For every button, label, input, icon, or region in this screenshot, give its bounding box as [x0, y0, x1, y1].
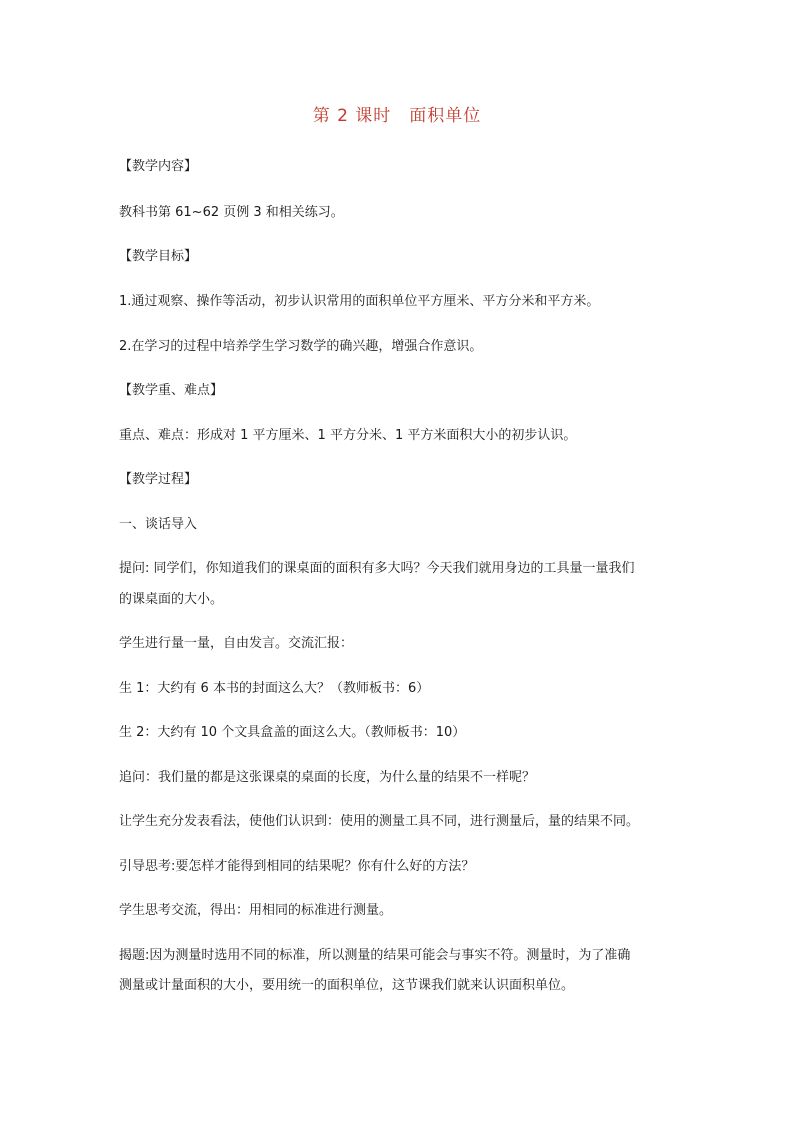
objective-1: 1.通过观察、操作等活动，初步认识常用的面积单位平方厘米、平方分米和平方米。	[119, 294, 600, 309]
paragraph-reveal-line-1: 揭题:因为测量时选用不同的标准，所以测量的结果可能会与事实不符。测量时，为了准确	[119, 948, 631, 963]
paragraph-follow-up: 追问：我们量的都是这张课桌的桌面的长度，为什么量的结果不一样呢？	[119, 770, 536, 785]
paragraph-guided-thinking: 引导思考:要怎样才能得到相同的结果呢？你有什么好的方法？	[119, 859, 475, 874]
paragraph-measure: 学生进行量一量，自由发言。交流汇报：	[119, 636, 354, 651]
section-heading-key-points: 【教学重、难点】	[119, 383, 224, 398]
paragraph-discussion: 让学生充分发表看法，使他们认识到：使用的测量工具不同，进行测量后，量的结果不同。	[119, 814, 640, 829]
section-heading-process: 【教学过程】	[119, 472, 198, 487]
section-heading-content: 【教学内容】	[119, 159, 198, 174]
paragraph-conclusion: 学生思考交流，得出：用相同的标准进行测量。	[119, 903, 393, 918]
content-text: 教科书第 61~62 页例 3 和相关练习。	[119, 205, 344, 220]
paragraph-reveal-line-2: 测量或计量面积的大小，要用统一的面积单位，这节课我们就来认识面积单位。	[119, 978, 575, 993]
key-points-text: 重点、难点：形成对 1 平方厘米、1 平方分米、1 平方米面积大小的初步认识。	[119, 428, 577, 443]
paragraph-student-1: 生 1：大约有 6 本书的封面这么大？（教师板书：6）	[119, 681, 430, 696]
paragraph-question-line-1: 提问: 同学们，你知道我们的课桌面的面积有多大吗？今天我们就用身边的工具量一量我们	[119, 561, 635, 576]
paragraph-question-line-2: 的课桌面的大小。	[119, 592, 224, 607]
subsection-heading-intro: 一、谈话导入	[119, 517, 198, 532]
section-heading-objectives: 【教学目标】	[119, 249, 198, 264]
paragraph-student-2: 生 2：大约有 10 个文具盒盖的面这么大。（教师板书：10）	[119, 725, 466, 740]
objective-2: 2.在学习的过程中培养学生学习数学的确兴趣，增强合作意识。	[119, 339, 483, 354]
lesson-title: 第 2 课时 面积单位	[312, 106, 482, 126]
